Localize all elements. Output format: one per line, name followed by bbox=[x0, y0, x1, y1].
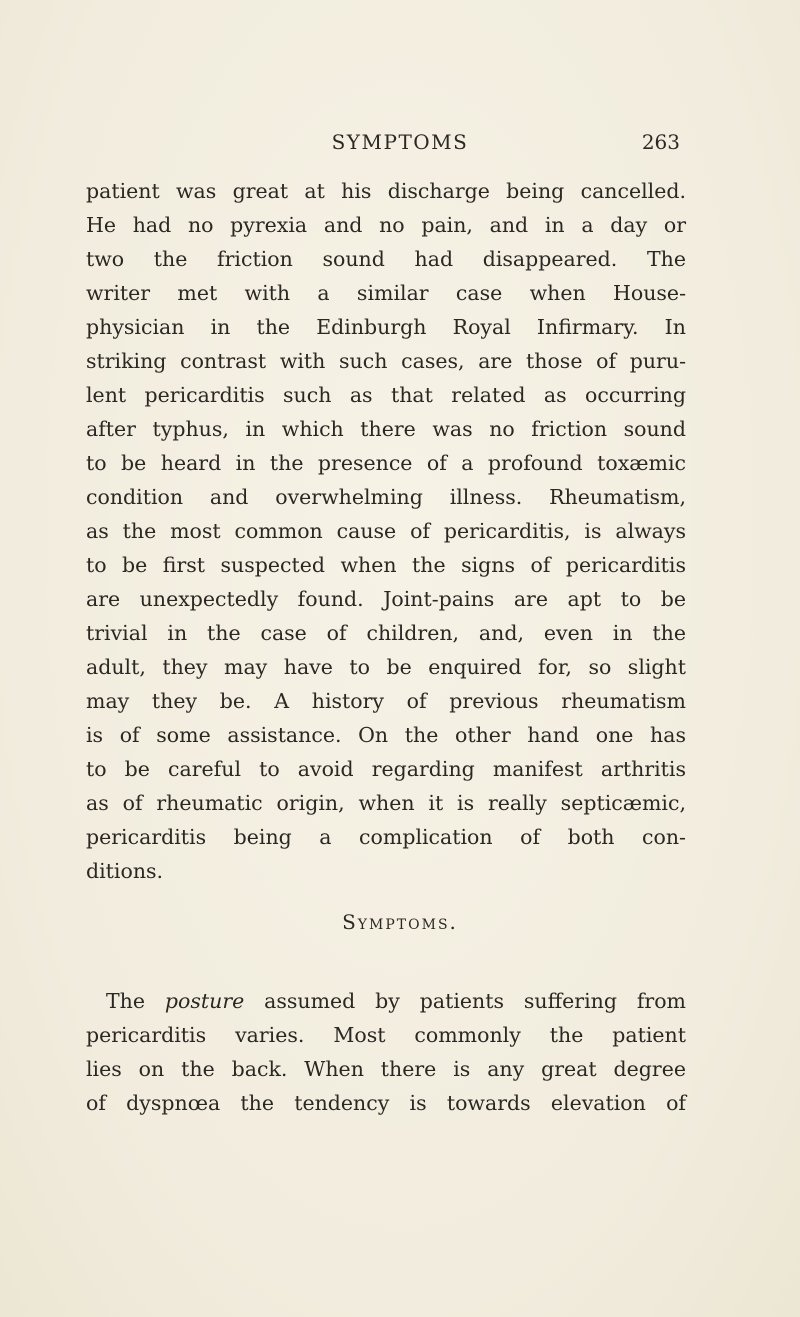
text-line: to be careful to avoid regarding manifest arthritis bbox=[86, 757, 686, 781]
text-line: to be heard in the presence of a profound toxæmic bbox=[86, 451, 686, 475]
paragraph-continuation bbox=[86, 174, 686, 888]
text-line: two the friction sound had disappeared. The bbox=[86, 247, 686, 271]
text-line: as of rheumatic origin, when it is really septicæmic, bbox=[86, 791, 686, 815]
text-line: condition and overwhelming illness. Rheumatism, bbox=[86, 485, 686, 509]
text-line: ditions. bbox=[86, 859, 164, 883]
text-line: of dyspnœa the tendency is towards elevation of bbox=[86, 1091, 686, 1115]
running-head bbox=[0, 128, 800, 156]
text-line: lies on the back. When there is any great degree bbox=[86, 1057, 686, 1081]
text-line: as the most common cause of pericarditis, is always bbox=[86, 519, 686, 543]
text-line: after typhus, in which there was no friction sound bbox=[86, 417, 686, 441]
text-line bbox=[86, 984, 686, 1018]
text-line: physician in the Edinburgh Royal Infirmary. In bbox=[86, 315, 686, 339]
text-run: The bbox=[106, 989, 165, 1013]
text-line: pericarditis being a complication of both con- bbox=[86, 825, 686, 849]
running-title: SYMPTOMS bbox=[331, 130, 469, 154]
text-line: trivial in the case of children, and, even in the bbox=[86, 621, 686, 645]
text-line: may they be. A history of previous rheumatism bbox=[86, 689, 686, 713]
text-line: writer met with a similar case when House- bbox=[86, 281, 686, 305]
text-line: He had no pyrexia and no pain, and in a day or bbox=[86, 213, 686, 237]
text-line: to be first suspected when the signs of pericarditis bbox=[86, 553, 686, 577]
text-line: is of some assistance. On the other hand one has bbox=[86, 723, 686, 747]
text-line: lent pericarditis such as that related as occurring bbox=[86, 383, 686, 407]
text-line: patient was great at his discharge being cancelled. bbox=[86, 179, 686, 203]
text-line: adult, they may have to be enquired for, so slight bbox=[86, 655, 686, 679]
italic-term: posture bbox=[164, 989, 245, 1013]
paragraph-symptoms bbox=[86, 984, 686, 1120]
section-heading: Symptoms. bbox=[342, 910, 458, 934]
text-line: striking contrast with such cases, are those of puru- bbox=[86, 349, 686, 373]
text-line: are unexpectedly found. Joint-pains are apt to be bbox=[86, 587, 686, 611]
page-number: 263 bbox=[641, 130, 680, 154]
text-run: assumed by patients suffering from bbox=[244, 989, 686, 1013]
text-line: pericarditis varies. Most commonly the patient bbox=[86, 1023, 686, 1047]
